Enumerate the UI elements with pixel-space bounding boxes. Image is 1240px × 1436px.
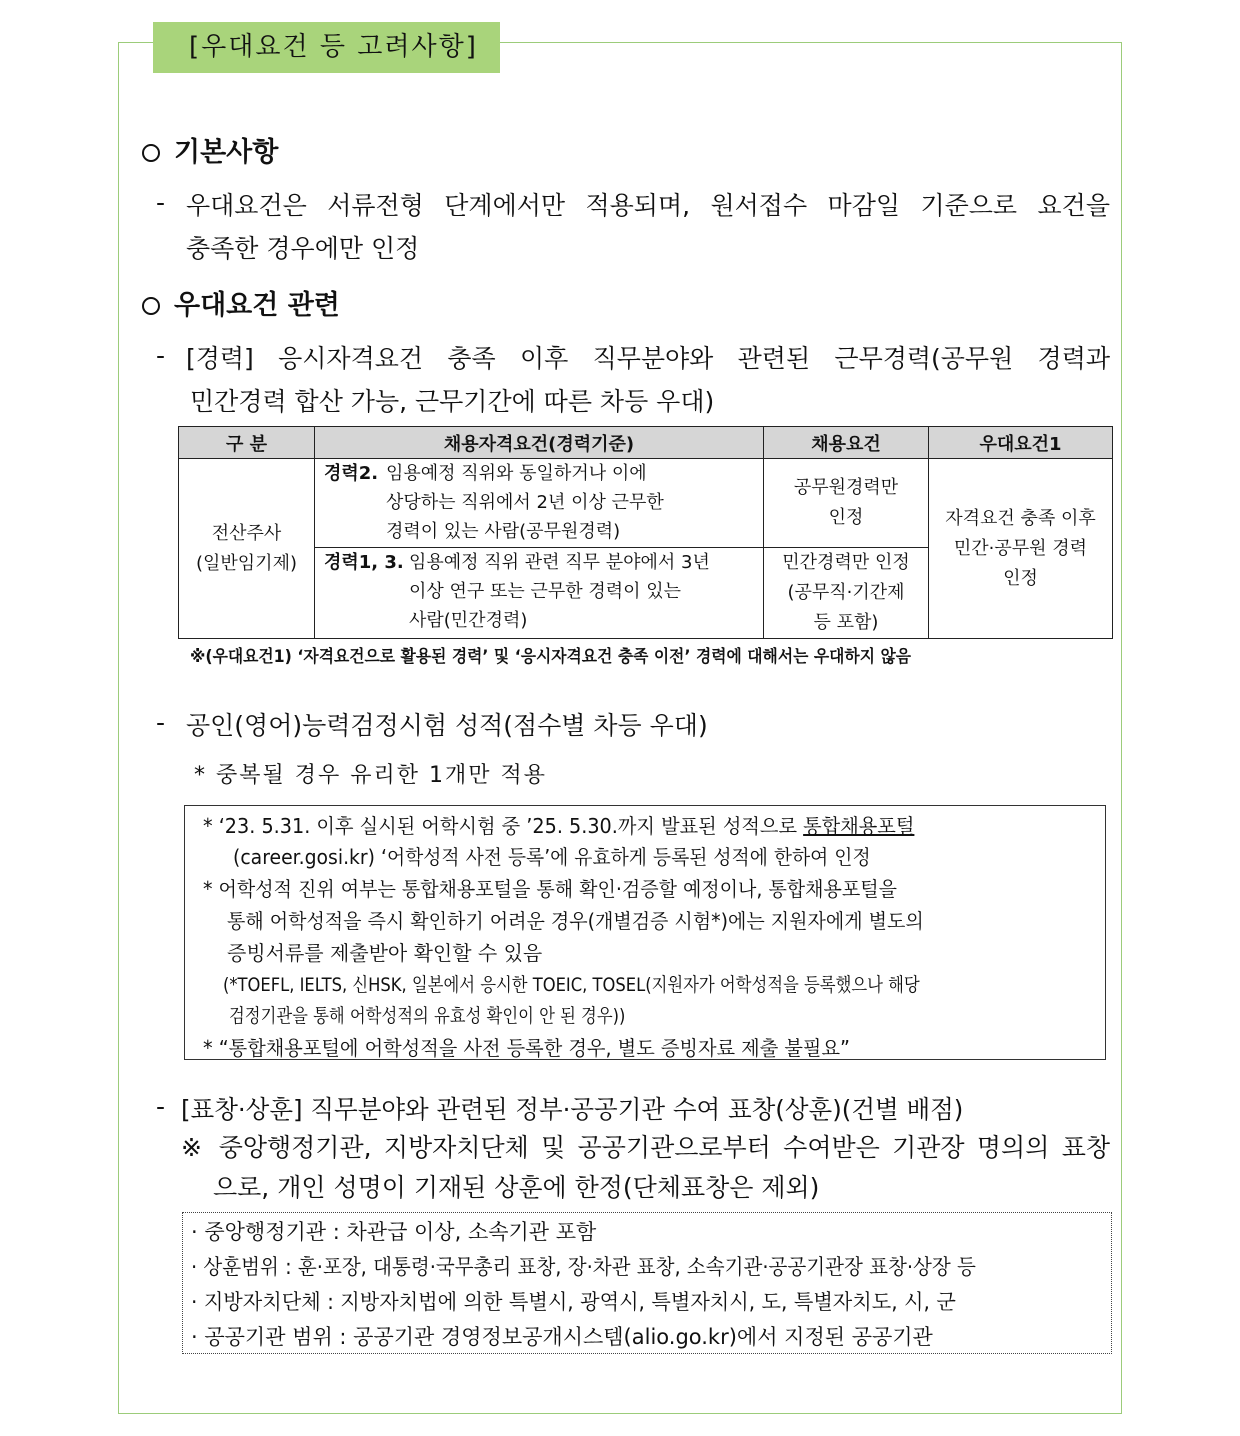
language-note-line4: 통해 어학성적을 즉시 확인하기 어려운 경우(개별검증 시험*)에는 지원자에게 별도의 — [227, 909, 924, 933]
language-note-line6: (*TOEFL, IELTS, 신HSK, 일본에서 응시한 TOEIC, TOSEL(지원자가 어학성적을 등록했으나 해당 — [223, 974, 920, 996]
heading-basic: 기본사항 — [142, 130, 278, 169]
award-note1: ※ 중앙행정기관, 지방자치단체 및 공공기관으로부터 수여받은 기관장 명의의 표창 — [181, 1133, 1110, 1162]
award-note2: 으로, 개인 성명이 기재된 상훈에 한정(단체표창은 제외) — [213, 1173, 820, 1202]
header-qualification: 채용자격요건(경력기준) — [315, 427, 764, 459]
career-table — [178, 426, 1113, 639]
heading-preference: 우대요건 관련 — [142, 283, 340, 322]
header-requirement: 채용요건 — [764, 427, 929, 459]
list-item: · 공공기관 범위 : 공공기관 경영정보공개시스템(alio.go.kr)에서 지정된 공공기관 — [191, 1325, 933, 1349]
preference-cell: 자격요건 충족 이후 민간·공무원 경력 인정 — [929, 459, 1113, 639]
requirement-cell-1: 공무원경력만 인정 — [764, 459, 929, 548]
career-line2: 민간경력 합산 가능, 근무기간에 따른 차등 우대) — [190, 387, 715, 416]
qualification-cell-2: 경력1, 3. 임용예정 직위 관련 직무 분야에서 3년 이상 연구 또는 근무한 경력이 있는 사람(민간경력) — [315, 548, 764, 639]
section-banner: [우대요건 등 고려사항] — [153, 22, 500, 73]
requirement-cell-2: 민간경력만 인정 (공무직·기간제 등 포함) — [764, 548, 929, 639]
language-note-line2: (career.gosi.kr) ‘어학성적 사전 등록’에 유효하게 등록된 성적에 한하여 인정 — [233, 845, 871, 869]
language-note-line8: * “통합채용포털에 어학성적을 사전 등록한 경우, 별도 증빙자료 제출 불필요” — [203, 1036, 850, 1060]
dash-bullet: - — [156, 708, 166, 737]
language-note-box — [184, 805, 1106, 1060]
table-row — [179, 459, 1113, 548]
circle-bullet-icon — [142, 297, 160, 315]
language-line: 공인(영어)능력검정시험 성적(점수별 차등 우대) — [186, 711, 708, 740]
basic-line2: 충족한 경우에만 인정 — [186, 234, 420, 263]
category-cell: 전산주사 (일반임기제) — [179, 459, 315, 639]
dash-bullet: - — [156, 1092, 166, 1121]
header-preference: 우대요건1 — [929, 427, 1113, 459]
language-note-line5: 증빙서류를 제출받아 확인할 수 있음 — [227, 941, 543, 965]
basic-line1: 우대요건은 서류전형 단계에서만 적용되며, 원서접수 마감일 기준으로 요건을 — [186, 191, 1110, 220]
award-criteria-box — [182, 1212, 1112, 1354]
list-item: · 상훈범위 : 훈·포장, 대통령·국무총리 표창, 장·차관 표창, 소속기관·공공기관장 표창·상장 등 — [191, 1255, 976, 1279]
dash-bullet: - — [156, 188, 166, 217]
circle-bullet-icon — [142, 144, 160, 162]
career-line1: [경력] 응시자격요건 충족 이후 직무분야와 관련된 근무경력(공무원 경력과 — [186, 344, 1110, 373]
table-header-row — [179, 427, 1113, 459]
list-item: · 중앙행정기관 : 차관급 이상, 소속기관 포함 — [191, 1220, 597, 1244]
dash-bullet: - — [156, 341, 166, 370]
award-line: [표창·상훈] 직무분야와 관련된 정부·공공기관 수여 표창(상훈)(건별 배점) — [181, 1095, 964, 1124]
language-note-line1: * ‘23. 5.31. 이후 실시된 어학시험 중 ’25. 5.30.까지 발표된 성적으로 통합채용포털 — [203, 814, 915, 838]
language-note-line3: * 어학성적 진위 여부는 통합채용포털을 통해 확인·검증할 예정이나, 통합채용포털을 — [203, 877, 897, 901]
qualification-cell-1: 경력2. 임용예정 직위와 동일하거나 이에 상당하는 직위에서 2년 이상 근무한 경력이 있는 사람(공무원경력) — [315, 459, 764, 548]
career-table-note: ※(우대요건1) ‘자격요건으로 활용된 경력’ 및 ‘응시자격요건 충족 이전’ 경력에 대해서는 우대하지 않음 — [190, 647, 912, 667]
header-category: 구 분 — [179, 427, 315, 459]
language-note-line7: 검정기관을 통해 어학성적의 유효성 확인이 안 된 경우)) — [229, 1005, 626, 1027]
list-item: · 지방자치단체 : 지방자치법에 의한 특별시, 광역시, 특별자치시, 도, 특별자치도, 시, 군 — [191, 1290, 956, 1314]
language-sub: * 중복될 경우 유리한 1개만 적용 — [194, 763, 547, 788]
